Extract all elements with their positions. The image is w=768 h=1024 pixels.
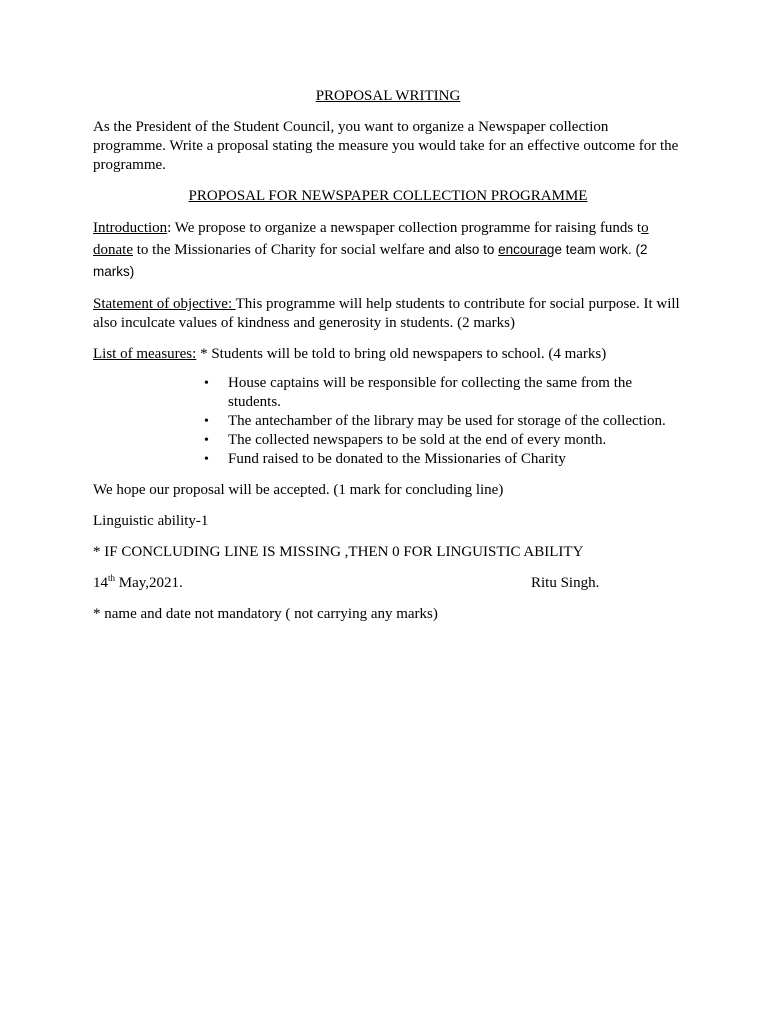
linguistic-ability-note: Linguistic ability-1 xyxy=(93,513,209,529)
proposal-heading: PROPOSAL FOR NEWSPAPER COLLECTION PROGRAMME xyxy=(188,188,588,204)
objective-paragraph: Statement of objective: This programme will help students to contribute for social purpose. It will also inculcate values of kindness and generosity in students. (2 marks) xyxy=(93,296,680,331)
measures-paragraph: List of measures: * Students will be told to bring old newspapers to school. (4 marks) xyxy=(93,346,607,362)
objective-heading: Statement of objective: xyxy=(93,296,236,312)
proposal-date: 14th May,2021. xyxy=(93,573,183,591)
document-title: PROPOSAL WRITING xyxy=(315,88,461,104)
bullet-icon: • xyxy=(204,452,209,467)
list-item: • The collected newspapers to be sold at the end of every month. xyxy=(204,432,607,448)
introduction-heading: Introduction xyxy=(93,220,168,236)
author-name: Ritu Singh. xyxy=(531,575,600,591)
introduction-paragraph: Introduction: We propose to organize a newspaper collection programme for raising funds to donate to the Missionaries of Charity for social welfare and also to encourage team work. (2 marks) xyxy=(93,220,649,279)
linguistic-warning: * IF CONCLUDING LINE IS MISSING ,THEN 0 FOR LINGUISTIC ABILITY xyxy=(93,544,584,560)
footnote: * name and date not mandatory ( not carrying any marks) xyxy=(93,606,438,622)
task-prompt: As the President of the Student Council, you want to organize a Newspaper collection programme. Write a proposal stating the measure you would take for an effective outcome for the programme. xyxy=(93,119,679,173)
document-page xyxy=(93,87,683,624)
measures-list xyxy=(93,374,668,469)
bullet-icon: • xyxy=(204,376,209,391)
list-item: • Fund raised to be donated to the Missionaries of Charity xyxy=(204,451,566,467)
measures-heading: List of measures: xyxy=(93,346,197,362)
signature-row xyxy=(93,574,683,593)
concluding-line: We hope our proposal will be accepted. (1 mark for concluding line) xyxy=(93,482,504,498)
list-item: • The antechamber of the library may be used for storage of the collection. xyxy=(204,413,666,429)
bullet-icon: • xyxy=(204,433,209,448)
bullet-icon: • xyxy=(204,414,209,429)
list-item: • House captains will be responsible for collecting the same from the students. xyxy=(204,375,633,410)
